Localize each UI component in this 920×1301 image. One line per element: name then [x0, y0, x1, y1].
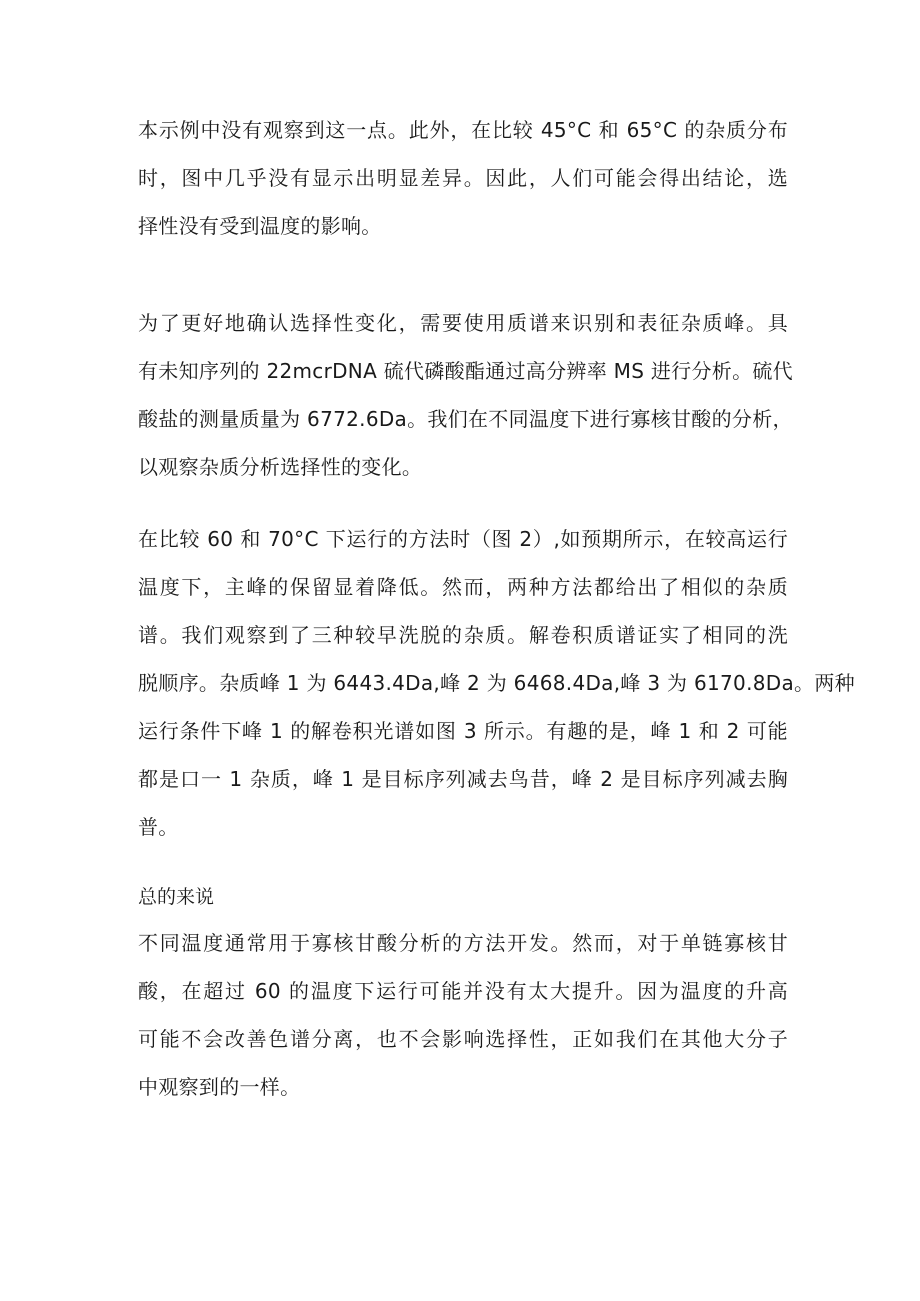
text-line: 时，图中几乎没有显示出明显差异。因此，人们可能会得出结论，选: [138, 166, 788, 190]
summary-heading: 总的来说: [138, 886, 215, 908]
text-line: 为了更好地确认选择性变化，需要使用质谱来识别和表征杂质峰。具: [138, 311, 788, 335]
text-line: 以观察杂质分析选择性的变化。: [138, 455, 423, 479]
text-line: 普。: [138, 815, 179, 839]
text-line: 有未知序列的 22mcrDNA 硫代磷酸酯通过高分辨率 MS 进行分析。硫代: [138, 359, 793, 383]
text-line: 谱。我们观察到了三种较早洗脱的杂质。解卷积质谱证实了相同的洗: [138, 623, 788, 647]
paragraph-temperature-observation: [138, 106, 788, 250]
text-line: 都是口一 1 杂质，峰 1 是目标序列减去鸟昔，峰 2 是目标序列减去胸: [138, 767, 788, 791]
text-line: 运行条件下峰 1 的解卷积光谱如图 3 所示。有趣的是，峰 1 和 2 可能: [138, 719, 788, 743]
text-line: 酸盐的测量质量为 6772.6Da。我们在不同温度下进行寡核甘酸的分析，: [138, 407, 793, 431]
text-line: 择性没有受到温度的影响。: [138, 214, 382, 238]
text-line: 在比较 60 和 70°C 下运行的方法时（图 2）,如预期所示，在较高运行: [138, 527, 788, 551]
paragraph-summary: [138, 919, 788, 1111]
text-line: 不同温度通常用于寡核甘酸分析的方法开发。然而，对于单链寡核甘: [138, 931, 788, 955]
paragraph-mass-spectrometry: [138, 299, 793, 491]
section-heading: [138, 875, 788, 919]
text-line: 本示例中没有观察到这一点。此外，在比较 45°C 和 65°C 的杂质分布: [138, 118, 788, 142]
text-line: 中观察到的一样。: [138, 1075, 301, 1099]
text-line: 可能不会改善色谱分离，也不会影响选择性，正如我们在其他大分子: [138, 1027, 788, 1051]
text-line: 温度下，主峰的保留显着降低。然而，两种方法都给出了相似的杂质: [138, 575, 788, 599]
text-line: 酸，在超过 60 的温度下运行可能并没有太大提升。因为温度的升高: [138, 979, 788, 1003]
text-line: 脱顺序。杂质峰 1 为 6443.4Da,峰 2 为 6468.4Da,峰 3 为 6170.8Da。两种: [138, 671, 855, 695]
paragraph-method-comparison: [138, 515, 855, 851]
